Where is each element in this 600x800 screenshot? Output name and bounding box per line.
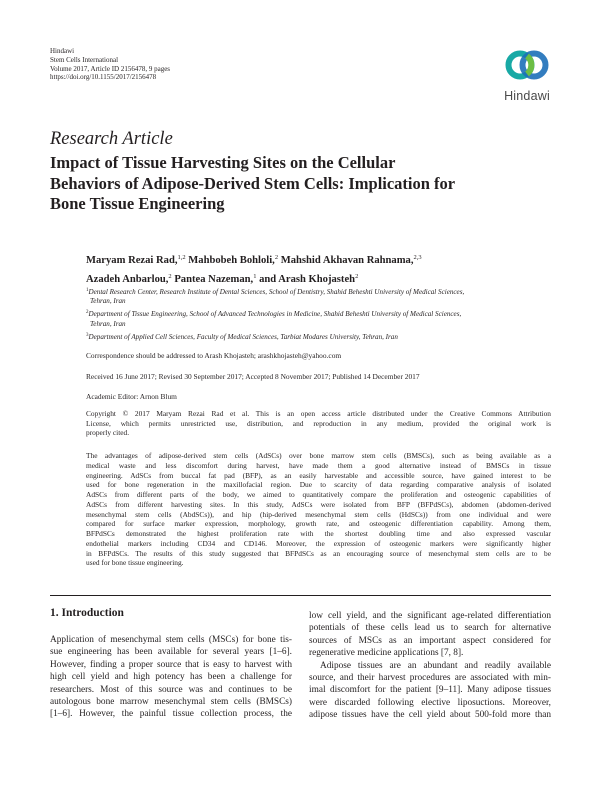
affiliation-number: 3 xyxy=(86,332,89,338)
article-type: Research Article xyxy=(50,129,173,149)
author-affil: 1 xyxy=(253,272,257,280)
body-line: low cell yield, and the significant age-related differentiation xyxy=(309,611,551,621)
abstract-line: mesenchymal stem cells (AbdSCs)), and hip (hip-derived mesenchymal stem cells (HdSCs)) from one individual and were xyxy=(86,509,551,519)
copyright-line: Copyright © 2017 Maryam Rezai Rad et al. This is an open access article distributed under the Creative Commons Attribution xyxy=(86,409,551,418)
affiliation-text: Dental Research Center, Research Institute of Dental Sciences, School of Dentistry, Shahid Beheshti University of Medical Sciences, xyxy=(88,288,465,296)
author-name: Pantea Nazeman, xyxy=(174,273,254,285)
author-affil: 2,3 xyxy=(413,254,422,261)
abstract-line: endothelial markers including CD34 and CD146. Moreover, the expression of osteogenic markers were significantly higher xyxy=(86,538,551,548)
affiliation xyxy=(86,286,556,306)
body-line: sources of MSCs as an important aspect considered for xyxy=(309,635,551,646)
affiliation xyxy=(86,331,556,342)
abstract-line: BFPdSCs demonstrated the highest proliferation rate with the shortest doubling time and also expressed vascular xyxy=(86,529,551,538)
body-line: were discarded following elective liposuctions. Moreover, xyxy=(309,697,551,708)
publication-dates: Received 16 June 2017; Revised 30 September 2017; Accepted 8 November 2017; Published 14 December 2017 xyxy=(86,372,420,381)
abstract xyxy=(86,451,551,568)
section-heading: 1. Introduction xyxy=(50,607,124,619)
journal-name: Stem Cells International xyxy=(50,55,119,64)
abstract-line: in BFPdSCs. The results of this study suggested that BFPdSCs as an encouraging source of mesenchymal stem cells are to be xyxy=(86,548,551,558)
author-list xyxy=(86,250,566,287)
body-line: regenerative medicine applications [7, 8]. xyxy=(309,648,464,659)
title-line: Behaviors of Adipose-Derived Stem Cells: Implication for xyxy=(50,173,456,193)
journal-header xyxy=(50,47,170,82)
affiliation-text: Tehran, Iran xyxy=(90,319,126,328)
body-line: high cell yield and high potency has been a challenge for xyxy=(50,672,292,683)
affiliation-text: Tehran, Iran xyxy=(90,297,126,306)
volume-info: Volume 2017, Article ID 2156478, 9 pages xyxy=(50,64,171,73)
copyright-notice xyxy=(86,409,551,438)
affiliation-number: 1 xyxy=(86,288,89,293)
copyright-line: properly cited. xyxy=(86,428,130,438)
body-line: adipose tissues have the cell yield about 500-fold more than xyxy=(309,710,551,721)
title-line: Bone Tissue Engineering xyxy=(50,194,225,213)
body-line: autologous bone marrow mesenchymal stem cells (BMSCs) xyxy=(50,697,292,708)
body-line: potentials of these cells lead us to search for alternative xyxy=(309,623,551,634)
abstract-line: The advantages of adipose-derived stem cells (AdSCs) over bone marrow stem cells (BMSCs), such as being available as a xyxy=(86,451,551,460)
hindawi-logo-text: Hindawi xyxy=(504,89,550,103)
body-line: researchers. Most of this source was and continues to be xyxy=(50,684,292,695)
body-line: source, and their harvest procedures are associated with min- xyxy=(309,673,551,684)
author-affil: 2 xyxy=(168,272,172,280)
author-affil: 2 xyxy=(274,254,279,261)
abstract-line: AdSCs from different harvesting sites. In this study, AdSCs were isolated from BFP (BFPdSCs), abdomen (abdomen-derived xyxy=(86,499,551,509)
abstract-line: medical waste and less discomfort during harvest, have made them a good alternative instead of BMSCs in tissue xyxy=(86,460,551,470)
affiliation-number: 2 xyxy=(86,310,89,316)
body-column-left xyxy=(50,634,292,721)
body-line: Application of mesenchymal stem cells (MSCs) for bone tis- xyxy=(50,635,292,645)
affiliation-text: Department of Applied Cell Sciences, Faculty of Medical Sciences, Tarbiat Modares University, Tehran, Iran xyxy=(88,332,398,341)
affiliation-text: Department of Tissue Engineering, School of Advanced Technologies in Medicine, Shahid Beheshti University of Medical Sciences, xyxy=(88,310,462,319)
abstract-line: engineering. AdSCs from buccal fat pad (BFP), as an easily harvestable and accessible source, have gained interest to be xyxy=(86,470,551,480)
academic-editor: Academic Editor: Arnon Blum xyxy=(86,392,177,401)
body-line: [1–6]. However, the painful tissue collection process, the xyxy=(50,709,292,720)
abstract-line: compared for surface marker expression, morphology, growth rate, and osteogenic differentiation capability. Among them, xyxy=(86,519,551,529)
abstract-line: used for bone tissue engineering. xyxy=(86,558,184,568)
hindawi-logo xyxy=(497,45,557,105)
body-column-right xyxy=(309,610,551,722)
author-name: Mahshid Akhavan Rahnama, xyxy=(280,255,414,266)
doi-link[interactable]: https://doi.org/10.1155/2017/2156478 xyxy=(50,73,157,82)
section-divider xyxy=(50,595,551,596)
affiliation xyxy=(86,308,556,328)
hindawi-logo-icon xyxy=(505,45,549,85)
body-line: Adipose tissues are an abundant and readily available xyxy=(320,660,551,671)
copyright-line: License, which permits unrestricted use, distribution, and reproduction in any medium, provided the original work is xyxy=(86,418,551,428)
title-line: Impact of Tissue Harvesting Sites on the Cellular xyxy=(50,153,396,172)
author-affil: 2 xyxy=(355,272,359,280)
body-line: imal discomfort for the patient [9–11]. Many adipose tissues xyxy=(309,685,551,696)
abstract-line: used for bone regeneration in the maxillofacial region. Due to scarcity of data regarding comparative analysis of isolated xyxy=(86,480,551,490)
body-line: However, finding a proper source that is easy to harvest with xyxy=(50,659,292,670)
author-name: and Arash Khojasteh xyxy=(259,273,356,285)
body-line: sue engineering has been available for several years [1–6]. xyxy=(50,647,292,658)
author-name: Maryam Rezai Rad, xyxy=(86,255,178,266)
publisher-name: Hindawi xyxy=(50,47,75,55)
author-affil: 1,2 xyxy=(177,254,186,261)
author-name: Mahbobeh Bohloli, xyxy=(188,255,275,266)
article-title xyxy=(50,153,550,215)
affiliation-list xyxy=(86,286,556,344)
abstract-line: AdSCs from different parts of the body, we aimed to quantitatively compare the proliferation and osteogenic capabilities of xyxy=(86,490,551,499)
correspondence: Correspondence should be addressed to Arash Khojasteh; arashkhojasteh@yahoo.com xyxy=(86,351,342,360)
author-name: Azadeh Anbarlou, xyxy=(86,273,169,285)
